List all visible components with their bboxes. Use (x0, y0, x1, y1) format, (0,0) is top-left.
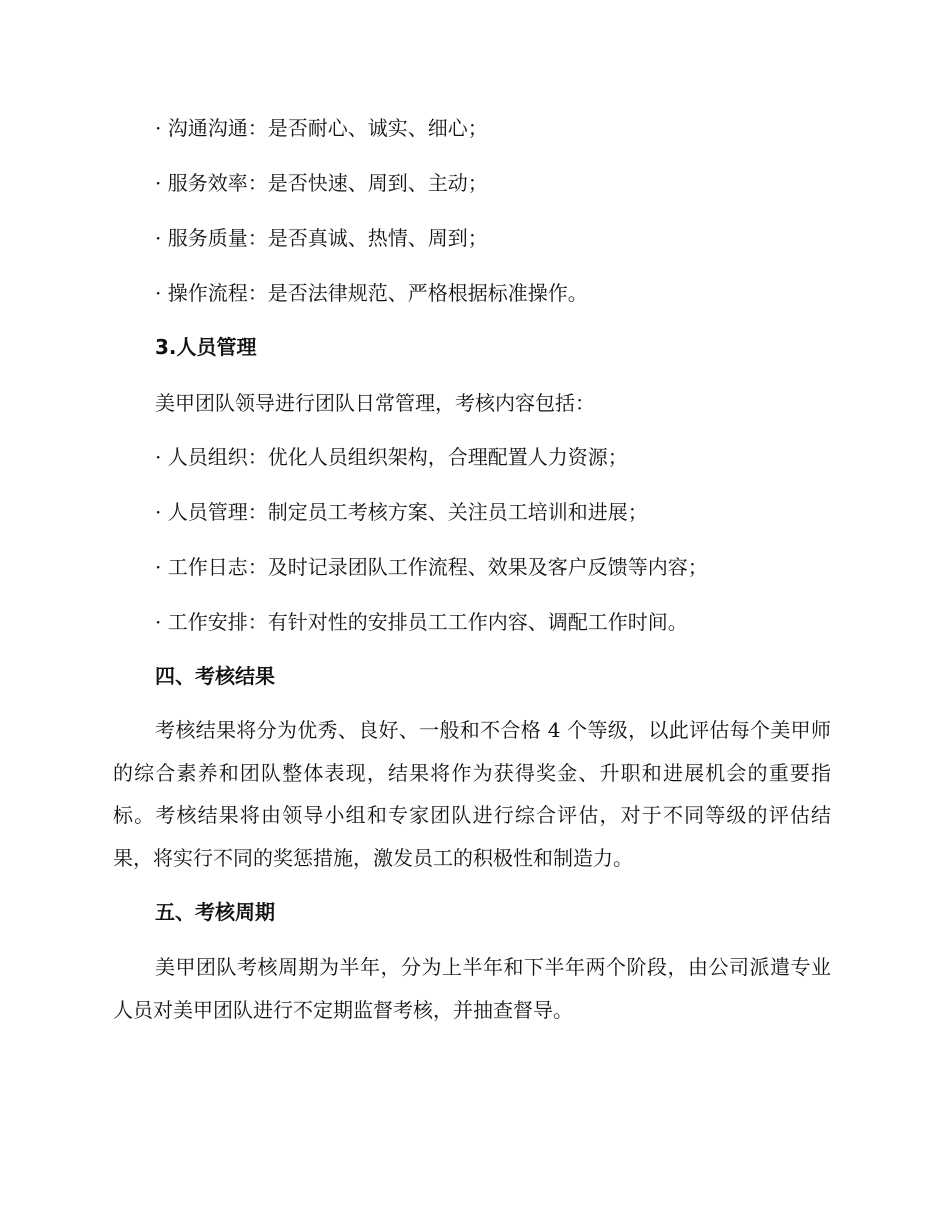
heading-cycle: 五、考核周期 (155, 900, 275, 924)
bullet-operation-process: · 操作流程：是否法律规范、严格根据标准操作。 (155, 281, 588, 305)
cycle-paragraph: 美甲团队考核周期为半年，分为上半年和下半年两个阶段，由公司派遣专业人员对美甲团队进行不定期监督考核，并抽查督导。 (113, 955, 831, 1022)
heading-personnel-management: 3.人员管理 (155, 335, 257, 359)
bullet-communication: · 沟通沟通：是否耐心、诚实、细心； (155, 116, 488, 140)
personnel-intro: 美甲团队领导进行团队日常管理，考核内容包括： (155, 391, 595, 415)
results-paragraph: 考核结果将分为优秀、良好、一般和不合格 4 个等级，以此评估每个美甲师的综合素养和团队整体表现，结果将作为获得奖金、升职和进展机会的重要指标。考核结果将由领导小组和专家团队进行综合评估，对于不同等级的评估结果，将实行不同的奖惩措施，激发员工的积极性和制造力。 (113, 718, 831, 870)
bullet-work-log: · 工作日志：及时记录团队工作流程、效果及客户反馈等内容； (155, 555, 708, 579)
bullet-personnel-organization: · 人员组织：优化人员组织架构，合理配置人力资源； (155, 445, 628, 469)
bullet-service-quality: · 服务质量：是否真诚、热情、周到； (155, 226, 488, 250)
bullet-personnel-management: · 人员管理：制定员工考核方案、关注员工培训和进展； (155, 500, 648, 524)
bullet-work-arrangement: · 工作安排：有针对性的安排员工工作内容、调配工作时间。 (155, 610, 688, 634)
bullet-service-efficiency: · 服务效率：是否快速、周到、主动； (155, 171, 488, 195)
heading-results: 四、考核结果 (155, 664, 275, 688)
